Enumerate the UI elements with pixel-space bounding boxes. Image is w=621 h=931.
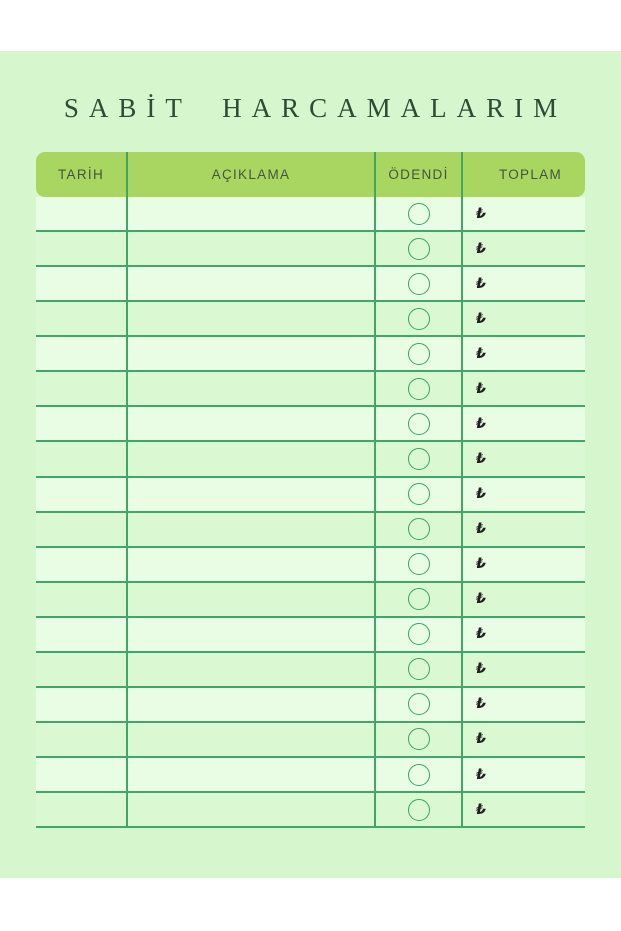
total-cell[interactable] [463,548,585,581]
paid-cell [376,793,463,826]
total-cell[interactable] [463,653,585,686]
date-cell[interactable] [36,197,128,230]
turkish-lira-icon: ₺ [476,696,487,713]
paid-checkbox-circle[interactable] [408,588,430,610]
paid-checkbox-circle[interactable] [408,553,430,575]
date-cell[interactable] [36,337,128,370]
turkish-lira-icon: ₺ [476,766,487,783]
turkish-lira-icon: ₺ [476,591,487,608]
turkish-lira-icon: ₺ [476,731,487,748]
description-cell[interactable] [128,442,376,475]
turkish-lira-icon: ₺ [476,380,487,397]
paid-cell [376,478,463,511]
description-cell[interactable] [128,197,376,230]
table-row [36,197,585,232]
paid-cell [376,723,463,756]
date-cell[interactable] [36,442,128,475]
turkish-lira-icon: ₺ [476,345,487,362]
column-header-toplam: TOPLAM [498,167,563,182]
paid-checkbox-circle[interactable] [408,623,430,645]
total-cell[interactable] [463,618,585,651]
turkish-lira-icon: ₺ [476,801,487,818]
date-cell[interactable] [36,653,128,686]
paid-checkbox-circle[interactable] [408,518,430,540]
total-cell[interactable] [463,232,585,265]
date-cell[interactable] [36,513,128,546]
paid-cell [376,653,463,686]
total-cell[interactable] [463,337,585,370]
total-cell[interactable] [463,407,585,440]
table-row [36,583,585,618]
paid-checkbox-circle[interactable] [408,273,430,295]
table-row [36,793,585,828]
table-row [36,442,585,477]
table-row [36,267,585,302]
table-body [36,197,585,828]
total-cell[interactable] [463,758,585,791]
table-row [36,688,585,723]
paid-cell [376,302,463,335]
date-cell[interactable] [36,583,128,616]
date-cell[interactable] [36,232,128,265]
description-cell[interactable] [128,583,376,616]
description-cell[interactable] [128,372,376,405]
turkish-lira-icon: ₺ [476,275,487,292]
paid-cell [376,442,463,475]
paid-checkbox-circle[interactable] [408,343,430,365]
description-cell[interactable] [128,688,376,721]
turkish-lira-icon: ₺ [476,310,487,327]
paid-cell [376,583,463,616]
table-row [36,337,585,372]
paid-checkbox-circle[interactable] [408,483,430,505]
date-cell[interactable] [36,618,128,651]
paid-cell [376,372,463,405]
total-cell[interactable] [463,583,585,616]
table-row [36,232,585,267]
paid-cell [376,548,463,581]
total-cell[interactable] [463,513,585,546]
total-cell[interactable] [463,197,585,230]
expense-table [36,152,585,828]
date-cell[interactable] [36,758,128,791]
paid-checkbox-circle[interactable] [408,308,430,330]
column-header-tarih: TARİH [36,152,128,197]
description-cell[interactable] [128,758,376,791]
total-cell[interactable] [463,267,585,300]
paid-cell [376,232,463,265]
description-cell[interactable] [128,478,376,511]
column-header-odendi: ÖDENDİ [376,152,463,197]
total-cell[interactable] [463,478,585,511]
paid-checkbox-circle[interactable] [408,413,430,435]
date-cell[interactable] [36,688,128,721]
table-row [36,302,585,337]
total-cell[interactable] [463,793,585,826]
date-cell[interactable] [36,793,128,826]
table-row [36,407,585,442]
paid-checkbox-circle[interactable] [408,764,430,786]
table-row [36,513,585,548]
table-row [36,478,585,513]
turkish-lira-icon: ₺ [476,415,487,432]
description-cell[interactable] [128,793,376,826]
table-header-row [36,152,585,197]
paid-checkbox-circle[interactable] [408,448,430,470]
table-row [36,723,585,758]
description-cell[interactable] [128,653,376,686]
paid-checkbox-circle[interactable] [408,799,430,821]
date-cell[interactable] [36,302,128,335]
description-cell[interactable] [128,407,376,440]
date-cell[interactable] [36,548,128,581]
description-cell[interactable] [128,513,376,546]
total-cell[interactable] [463,302,585,335]
date-cell[interactable] [36,478,128,511]
turkish-lira-icon: ₺ [476,450,487,467]
paid-cell [376,337,463,370]
date-cell[interactable] [36,723,128,756]
total-cell[interactable] [463,688,585,721]
date-cell[interactable] [36,372,128,405]
paid-checkbox-circle[interactable] [408,658,430,680]
date-cell[interactable] [36,267,128,300]
paid-cell [376,618,463,651]
turkish-lira-icon: ₺ [476,521,487,538]
table-row [36,653,585,688]
description-cell[interactable] [128,723,376,756]
table-row [36,548,585,583]
turkish-lira-icon: ₺ [476,661,487,678]
paid-cell [376,758,463,791]
turkish-lira-icon: ₺ [476,626,487,643]
date-cell[interactable] [36,407,128,440]
paid-checkbox-circle[interactable] [408,378,430,400]
table-row [36,758,585,793]
table-row [36,618,585,653]
total-cell[interactable] [463,372,585,405]
column-header-aciklama: AÇIKLAMA [128,152,376,197]
paid-checkbox-circle[interactable] [408,203,430,225]
paid-checkbox-circle[interactable] [408,693,430,715]
description-cell[interactable] [128,618,376,651]
description-cell[interactable] [128,548,376,581]
turkish-lira-icon: ₺ [476,556,487,573]
paid-checkbox-circle[interactable] [408,238,430,260]
paid-cell [376,688,463,721]
paid-cell [376,267,463,300]
paid-checkbox-circle[interactable] [408,728,430,750]
turkish-lira-icon: ₺ [476,205,487,222]
paid-cell [376,197,463,230]
description-cell[interactable] [128,337,376,370]
turkish-lira-icon: ₺ [476,240,487,257]
table-row [36,372,585,407]
description-cell[interactable] [128,232,376,265]
description-cell[interactable] [128,302,376,335]
turkish-lira-icon: ₺ [476,486,487,503]
total-cell[interactable] [463,723,585,756]
total-cell[interactable] [463,442,585,475]
paid-cell [376,513,463,546]
paid-cell [376,407,463,440]
description-cell[interactable] [128,267,376,300]
page-title: SABİT HARCAMALARIM [63,93,568,123]
